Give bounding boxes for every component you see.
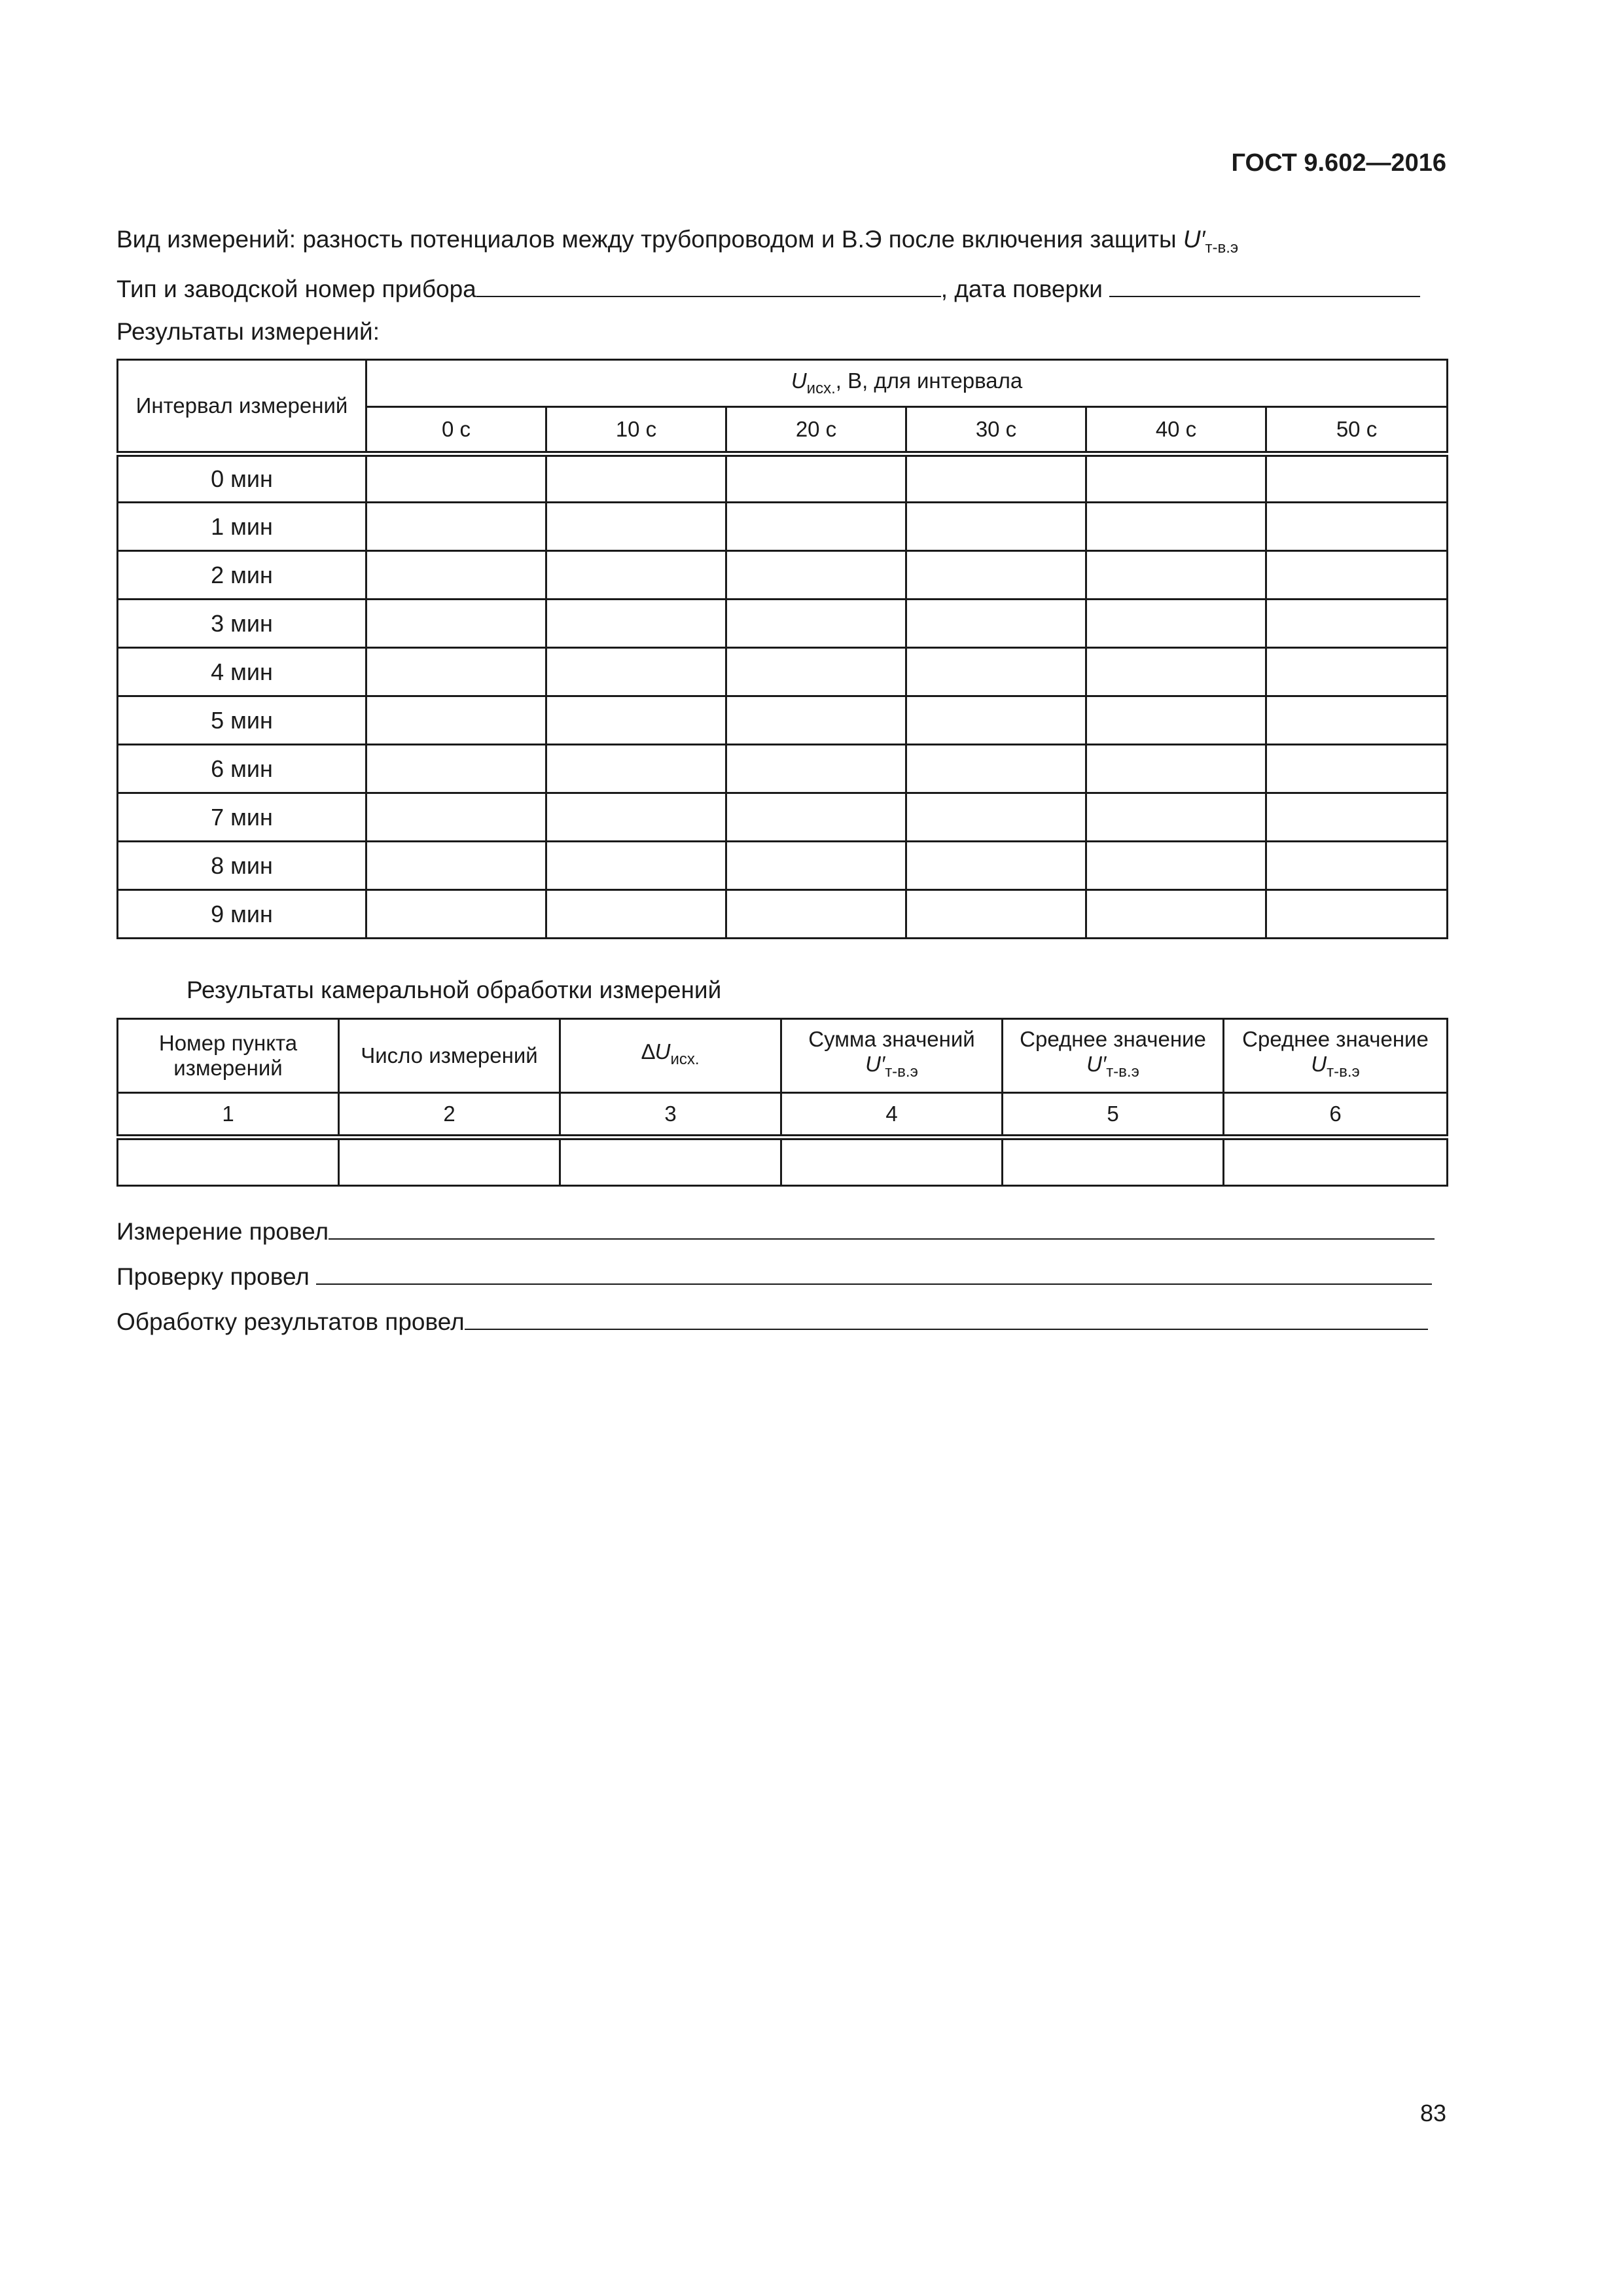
voltage-group-header-cell — [366, 360, 1448, 407]
data-cell[interactable] — [560, 1138, 781, 1186]
table-row — [118, 454, 1448, 503]
data-cell[interactable] — [1266, 696, 1448, 745]
data-cell[interactable] — [366, 648, 546, 696]
data-cell[interactable] — [726, 648, 906, 696]
table1-header-row-1 — [118, 360, 1448, 407]
table-row — [118, 793, 1448, 842]
sum-values-header — [781, 1019, 1003, 1093]
voltage-subscript: исх. — [670, 1050, 700, 1068]
table-row — [118, 648, 1448, 696]
row-label: 4 мин — [118, 648, 366, 696]
column-header: 10 с — [546, 407, 726, 454]
data-cell[interactable] — [546, 551, 726, 600]
row-label: 5 мин — [118, 696, 366, 745]
processed-by-label: Обработку результатов провел — [116, 1308, 465, 1335]
table-row — [118, 551, 1448, 600]
table-row — [118, 1138, 1448, 1186]
data-cell[interactable] — [1266, 890, 1448, 939]
data-cell[interactable] — [781, 1138, 1003, 1186]
data-cell[interactable] — [546, 454, 726, 503]
data-cell[interactable] — [1224, 1138, 1448, 1186]
data-cell[interactable] — [1086, 600, 1266, 648]
header-text: Среднее значение — [1020, 1027, 1206, 1051]
data-cell[interactable] — [1003, 1138, 1224, 1186]
processing-results-table — [116, 1018, 1448, 1187]
data-cell[interactable] — [726, 745, 906, 793]
row-label: 2 мин — [118, 551, 366, 600]
column-header: 50 с — [1266, 407, 1448, 454]
data-cell[interactable] — [118, 1138, 339, 1186]
data-cell[interactable] — [726, 890, 906, 939]
data-cell[interactable] — [546, 842, 726, 890]
voltage-header-rest: , В, для интервала — [835, 368, 1023, 393]
data-cell[interactable] — [1086, 842, 1266, 890]
row-label: 8 мин — [118, 842, 366, 890]
measured-by-label: Измерение провел — [116, 1218, 329, 1245]
data-cell[interactable] — [366, 551, 546, 600]
data-cell[interactable] — [546, 648, 726, 696]
data-cell[interactable] — [1266, 454, 1448, 503]
header-text: Номер пункта измерений — [158, 1031, 298, 1080]
device-label: Тип и заводской номер прибора — [116, 276, 476, 302]
data-cell[interactable] — [1266, 793, 1448, 842]
row-label: 7 мин — [118, 793, 366, 842]
verification-label: , дата поверки — [940, 276, 1103, 302]
data-cell[interactable] — [1086, 890, 1266, 939]
measurement-type-line — [116, 226, 1238, 257]
column-header: 20 с — [726, 407, 906, 454]
header-text: Среднее значение — [1242, 1027, 1429, 1051]
voltage-subscript: т-в.э — [1106, 1063, 1139, 1081]
data-cell[interactable] — [1266, 648, 1448, 696]
data-cell[interactable] — [1086, 793, 1266, 842]
data-cell[interactable] — [546, 696, 726, 745]
point-number-header — [118, 1019, 339, 1093]
average-value-prime-header — [1003, 1019, 1224, 1093]
data-cell[interactable] — [906, 600, 1086, 648]
delta-voltage-header — [560, 1019, 781, 1093]
data-cell[interactable] — [1086, 551, 1266, 600]
data-cell[interactable] — [726, 842, 906, 890]
data-cell[interactable] — [906, 503, 1086, 551]
data-cell[interactable] — [726, 600, 906, 648]
data-cell[interactable] — [366, 890, 546, 939]
data-cell[interactable] — [366, 745, 546, 793]
data-cell[interactable] — [1266, 551, 1448, 600]
voltage-subscript: исх. — [806, 380, 836, 397]
table-row — [118, 745, 1448, 793]
measured-by-blank-field[interactable] — [329, 1215, 1435, 1240]
measurement-type-symbol: U′ — [1183, 226, 1205, 253]
data-cell[interactable] — [1266, 842, 1448, 890]
voltage-symbol: U — [1311, 1052, 1327, 1076]
column-header: 0 с — [366, 407, 546, 454]
row-label: 1 мин — [118, 503, 366, 551]
data-cell[interactable] — [546, 793, 726, 842]
checked-by-blank-field[interactable] — [316, 1260, 1432, 1285]
voltage-symbol: U — [791, 368, 807, 393]
column-number: 4 — [781, 1093, 1003, 1138]
processing-results-caption: Результаты камеральной обработки измерений — [187, 977, 722, 1003]
page-number: 83 — [1419, 2100, 1446, 2126]
average-value-header — [1224, 1019, 1448, 1093]
measured-by-line — [116, 1215, 1435, 1246]
voltage-subscript: т-в.э — [885, 1063, 918, 1081]
data-cell[interactable] — [366, 503, 546, 551]
data-cell[interactable] — [906, 696, 1086, 745]
row-label: 6 мин — [118, 745, 366, 793]
column-number: 5 — [1003, 1093, 1224, 1138]
data-cell[interactable] — [726, 696, 906, 745]
voltage-symbol: U′ — [865, 1052, 885, 1076]
device-blank-field[interactable] — [476, 272, 941, 297]
measurement-count-header — [339, 1019, 560, 1093]
data-cell[interactable] — [1266, 600, 1448, 648]
data-cell[interactable] — [726, 551, 906, 600]
data-cell[interactable] — [906, 842, 1086, 890]
column-header: 30 с — [906, 407, 1086, 454]
checked-by-line — [116, 1260, 1432, 1291]
table-row — [118, 696, 1448, 745]
measurements-table — [116, 359, 1448, 939]
data-cell[interactable] — [1266, 745, 1448, 793]
row-label: 0 мин — [118, 454, 366, 503]
data-cell[interactable] — [366, 600, 546, 648]
column-number: 1 — [118, 1093, 339, 1138]
column-header: 40 с — [1086, 407, 1266, 454]
header-text: Число измерений — [361, 1043, 538, 1067]
processed-by-blank-field[interactable] — [465, 1305, 1428, 1330]
header-text: Сумма значений — [808, 1027, 975, 1051]
row-label: 3 мин — [118, 600, 366, 648]
table-row — [118, 842, 1448, 890]
checked-by-label: Проверку провел — [116, 1263, 310, 1290]
row-label: 9 мин — [118, 890, 366, 939]
data-cell[interactable] — [906, 551, 1086, 600]
data-cell[interactable] — [906, 454, 1086, 503]
processed-by-line — [116, 1305, 1428, 1336]
data-cell[interactable] — [906, 793, 1086, 842]
measurement-type-subscript: т-в.э — [1205, 239, 1239, 257]
voltage-symbol: U′ — [1086, 1052, 1107, 1076]
voltage-subscript: т-в.э — [1327, 1063, 1360, 1081]
verification-date-blank-field[interactable] — [1109, 272, 1420, 297]
data-cell[interactable] — [366, 842, 546, 890]
data-cell[interactable] — [339, 1138, 560, 1186]
table2-header-row — [118, 1019, 1448, 1093]
data-cell[interactable] — [726, 793, 906, 842]
results-label: Результаты измерений: — [116, 318, 380, 345]
data-cell[interactable] — [1086, 696, 1266, 745]
column-number-row — [118, 1093, 1448, 1138]
delta-symbol: ∆ — [641, 1039, 655, 1064]
device-line — [116, 272, 1420, 303]
table-row — [118, 890, 1448, 939]
voltage-symbol: U — [654, 1039, 671, 1064]
data-cell[interactable] — [546, 745, 726, 793]
data-cell[interactable] — [726, 454, 906, 503]
data-cell[interactable] — [906, 890, 1086, 939]
data-cell[interactable] — [366, 454, 546, 503]
data-cell[interactable] — [546, 600, 726, 648]
data-cell[interactable] — [726, 503, 906, 551]
data-cell[interactable] — [1086, 503, 1266, 551]
table-row — [118, 600, 1448, 648]
data-cell[interactable] — [546, 890, 726, 939]
data-cell[interactable] — [1086, 648, 1266, 696]
column-number: 2 — [339, 1093, 560, 1138]
data-cell[interactable] — [366, 793, 546, 842]
table-row — [118, 503, 1448, 551]
data-cell[interactable] — [366, 696, 546, 745]
data-cell[interactable] — [1266, 503, 1448, 551]
data-cell[interactable] — [1086, 745, 1266, 793]
interval-header-cell: Интервал измерений — [118, 360, 366, 454]
measurement-type-label: Вид измерений: разность потенциалов между трубопроводом и В.Э после включения защиты — [116, 226, 1177, 253]
column-number: 6 — [1224, 1093, 1448, 1138]
column-number: 3 — [560, 1093, 781, 1138]
data-cell[interactable] — [1086, 454, 1266, 503]
data-cell[interactable] — [906, 745, 1086, 793]
data-cell[interactable] — [906, 648, 1086, 696]
standard-designation: ГОСТ 9.602—2016 — [1231, 149, 1446, 177]
data-cell[interactable] — [546, 503, 726, 551]
